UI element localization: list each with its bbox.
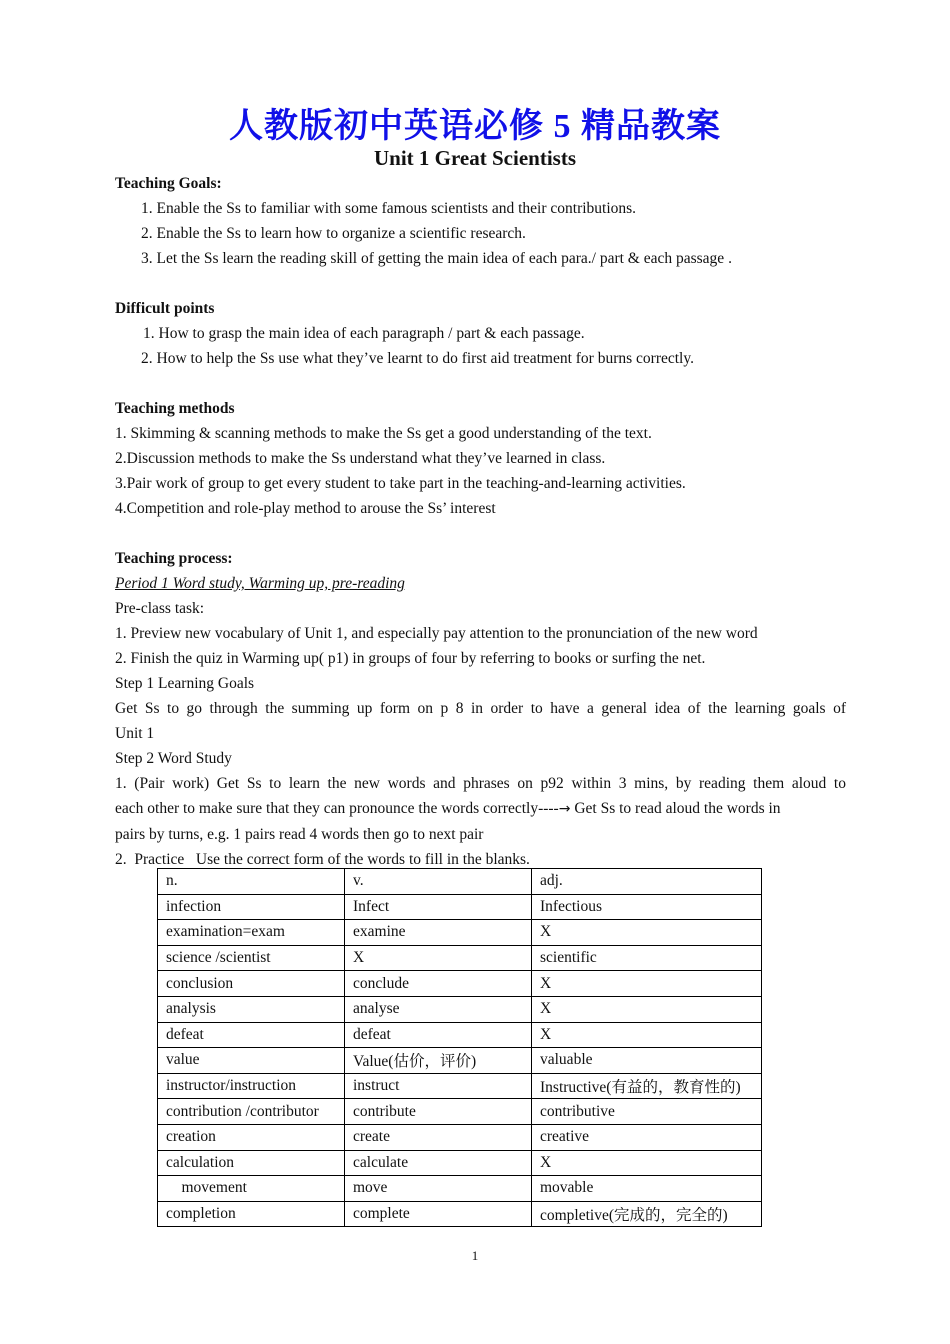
difficult-point-item: 2. How to help the Ss use what they’ve learnt to do first aid treatment for burns correctly. [141, 350, 694, 367]
adjective-cell: X [532, 1022, 762, 1048]
table-row [158, 971, 762, 997]
step2-item1: 1. (Pair work) Get Ss to learn the new words and phrases on p92 within 3 mins, by reading them aloud to [115, 775, 846, 792]
adjective-cell: X [532, 996, 762, 1022]
step1-text: Get Ss to go through the summing up form on p 8 in order to have a general idea of the learning goals of [115, 700, 846, 717]
noun-cell: conclusion [158, 971, 345, 997]
noun-cell: instructor/instruction [158, 1073, 345, 1099]
adjective-cell: Infectious [532, 894, 762, 920]
adjective-cell: scientific [532, 945, 762, 971]
teaching-goal-item: 3. Let the Ss learn the reading skill of getting the main idea of each para./ part & each passage . [141, 250, 732, 267]
table-header-row [158, 869, 762, 895]
noun-cell: creation [158, 1124, 345, 1150]
period-heading: Period 1 Word study, Warming up, pre-reading [115, 575, 405, 592]
verb-cell: calculate [345, 1150, 532, 1176]
noun-cell: infection [158, 894, 345, 920]
teaching-goal-item: 1. Enable the Ss to familiar with some famous scientists and their contributions. [141, 200, 637, 217]
step2-item1-cont: each other to make sure that they can pronounce the words correctly---- [115, 800, 559, 817]
adjective-cell: Instructive(有益的，教育性的) [532, 1073, 762, 1099]
noun-cell: value [158, 1048, 345, 1074]
teaching-method-item: 2.Discussion methods to make the Ss understand what they’ve learned in class. [115, 450, 606, 467]
right-arrow-icon: → [558, 801, 571, 817]
verb-cell: contribute [345, 1099, 532, 1125]
noun-cell: examination=exam [158, 920, 345, 946]
table-row [158, 1022, 762, 1048]
adjective-cell: movable [532, 1176, 762, 1202]
verb-cell: X [345, 945, 532, 971]
teaching-methods-heading: Teaching methods [115, 400, 235, 417]
adjective-cell: creative [532, 1124, 762, 1150]
word-forms-table [157, 868, 762, 1227]
verb-cell: move [345, 1176, 532, 1202]
step2-item1-cont2: Get Ss to read aloud the words in [570, 800, 781, 817]
verb-cell: instruct [345, 1073, 532, 1099]
verb-cell: Infect [345, 894, 532, 920]
verb-cell: Value(估价，评价) [345, 1048, 532, 1074]
teaching-method-item: 1. Skimming & scanning methods to make the Ss get a good understanding of the text. [115, 425, 652, 442]
noun-cell: movement [158, 1176, 345, 1202]
step2-item1-end: pairs by turns, e.g. 1 pairs read 4 words then go to next pair [115, 826, 484, 843]
teaching-method-item: 4.Competition and role-play method to arouse the Ss’ interest [115, 500, 496, 517]
noun-cell: calculation [158, 1150, 345, 1176]
preclass-item: 1. Preview new vocabulary of Unit 1, and especially pay attention to the pronunciation of the new word [115, 625, 758, 642]
preclass-label: Pre-class task: [115, 600, 205, 617]
adjective-cell: X [532, 971, 762, 997]
adjective-cell: contributive [532, 1099, 762, 1125]
table-row [158, 1048, 762, 1074]
verb-cell: conclude [345, 971, 532, 997]
verb-cell: defeat [345, 1022, 532, 1048]
table-row [158, 1099, 762, 1125]
unit-title: Unit 1 Great Scientists [373, 146, 576, 170]
verb-cell: complete [345, 1201, 532, 1227]
difficult-point-item: 1. How to grasp the main idea of each paragraph / part & each passage. [143, 325, 585, 342]
teaching-goal-item: 2. Enable the Ss to learn how to organize a scientific research. [141, 225, 526, 242]
step2-label: Step 2 Word Study [115, 750, 232, 767]
step1-label: Step 1 Learning Goals [115, 675, 255, 692]
table-row [158, 1073, 762, 1099]
table-row [158, 920, 762, 946]
adjective-cell: X [532, 920, 762, 946]
noun-cell: analysis [158, 996, 345, 1022]
preclass-item: 2. Finish the quiz in Warming up( p1) in groups of four by referring to books or surfing the net. [115, 650, 706, 667]
teaching-goals-heading: Teaching Goals: [115, 175, 222, 192]
document-title: 人教版初中英语必修 5 精品教案 [229, 108, 721, 145]
verb-cell: create [345, 1124, 532, 1150]
table-row [158, 945, 762, 971]
table-row [158, 1124, 762, 1150]
teaching-method-item: 3.Pair work of group to get every student to take part in the teaching-and-learning activities. [115, 475, 686, 492]
verb-cell: analyse [345, 996, 532, 1022]
step2-item2: 2. Practice Use the correct form of the words to fill in the blanks. [115, 851, 530, 868]
table-row [158, 1201, 762, 1227]
document-body [115, 171, 846, 872]
step1-text-cont: Unit 1 [115, 725, 155, 742]
table-row [158, 1176, 762, 1202]
header-noun: n. [158, 869, 345, 895]
difficult-points-heading: Difficult points [115, 300, 215, 317]
table-row [158, 1150, 762, 1176]
verb-cell: examine [345, 920, 532, 946]
noun-cell: defeat [158, 1022, 345, 1048]
teaching-process-heading: Teaching process: [115, 550, 233, 567]
header-adjective: adj. [532, 869, 762, 895]
header-verb: v. [345, 869, 532, 895]
adjective-cell: valuable [532, 1048, 762, 1074]
noun-cell: contribution /contributor [158, 1099, 345, 1125]
noun-cell: science /scientist [158, 945, 345, 971]
noun-cell: completion [158, 1201, 345, 1227]
adjective-cell: completive(完成的，完全的) [532, 1201, 762, 1227]
page-number: 1 [471, 1248, 479, 1263]
adjective-cell: X [532, 1150, 762, 1176]
table-row [158, 996, 762, 1022]
table-row [158, 894, 762, 920]
